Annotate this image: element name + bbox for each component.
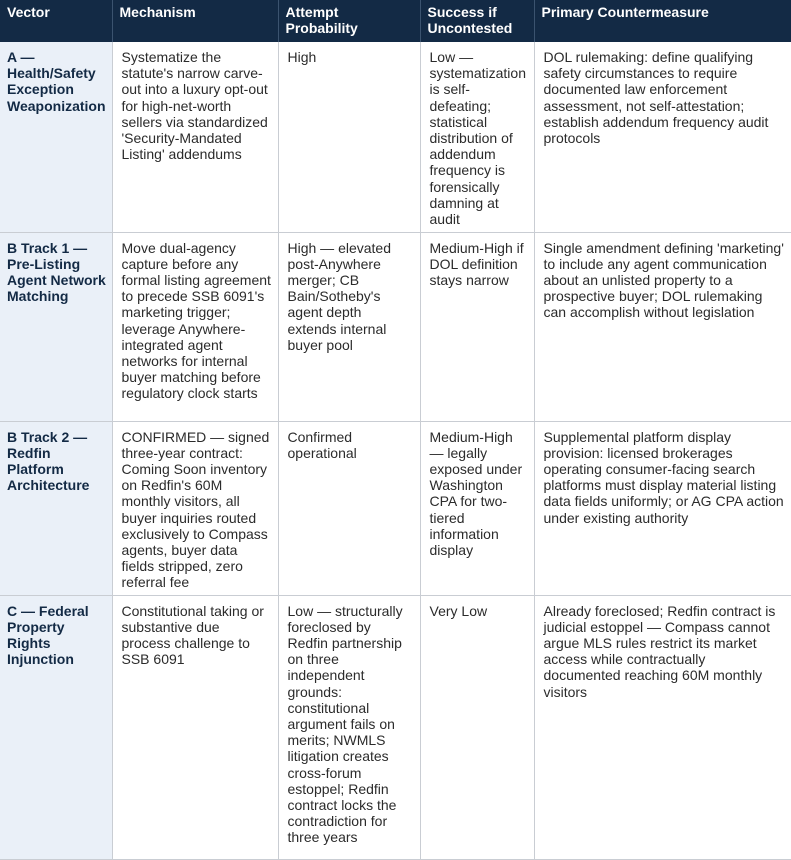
mechanism-cell: Move dual-agency capture before any formal listing agreement to precede SSB 6091's marketing trigger; leverage Anywhere-integrated agent networks for internal buyer matching before regulatory clock starts (112, 232, 278, 421)
header-attempt-probability: Attempt Probability (278, 0, 420, 42)
vector-cell: B Track 1 — Pre-Listing Agent Network Matching (0, 232, 112, 421)
primary-countermeasure-cell: Supplemental platform display provision: licensed brokerages operating consumer-facing search platforms must display material listing data fields uniformly; or AG CPA action under existing authority (534, 421, 791, 595)
primary-countermeasure-cell: DOL rulemaking: define qualifying safety circumstances to require documented law enforcement assessment, not self-attestation; establish addendum frequency audit protocols (534, 42, 791, 232)
table-row (0, 42, 791, 232)
success-if-uncontested-cell: Medium-High if DOL definition stays narrow (420, 232, 534, 421)
attempt-probability-cell: High — elevated post-Anywhere merger; CB Bain/Sotheby's agent depth extends internal buyer pool (278, 232, 420, 421)
attempt-probability-cell: Confirmed operational (278, 421, 420, 595)
header-mechanism: Mechanism (112, 0, 278, 42)
header-success-if-uncontested: Success if Uncontested (420, 0, 534, 42)
mechanism-cell: CONFIRMED — signed three-year contract: Coming Soon inventory on Redfin's 60M monthly visitors, all buyer inquiries routed exclusively to Compass agents, buyer data fields stripped, zero referral fee (112, 421, 278, 595)
success-if-uncontested-cell: Low — systematization is self-defeating; statistical distribution of addendum frequency is forensically damning at audit (420, 42, 534, 232)
table-row (0, 595, 791, 859)
primary-countermeasure-cell: Already foreclosed; Redfin contract is judicial estoppel — Compass cannot argue MLS rules restrict its market access while contractually documented reaching 60M monthly visitors (534, 595, 791, 859)
header-vector: Vector (0, 0, 112, 42)
table-row (0, 232, 791, 421)
attempt-probability-cell: High (278, 42, 420, 232)
success-if-uncontested-cell: Very Low (420, 595, 534, 859)
table-row (0, 421, 791, 595)
mechanism-cell: Systematize the statute's narrow carve-out into a luxury opt-out for high-net-worth sellers via standardized 'Security-Mandated Listing' addendums (112, 42, 278, 232)
vector-cell: A — Health/Safety Exception Weaponization (0, 42, 112, 232)
header-primary-countermeasure: Primary Countermeasure (534, 0, 791, 42)
attempt-probability-cell: Low — structurally foreclosed by Redfin partnership on three independent grounds: constitutional argument fails on merits; NWMLS litigation creates cross-forum estoppel; Redfin contract locks the contradiction for three years (278, 595, 420, 859)
vector-cell: B Track 2 — Redfin Platform Architecture (0, 421, 112, 595)
vector-cell: C — Federal Property Rights Injunction (0, 595, 112, 859)
primary-countermeasure-cell: Single amendment defining 'marketing' to include any agent communication about an unlisted property to a prospective buyer; DOL rulemaking can accomplish without legislation (534, 232, 791, 421)
success-if-uncontested-cell: Medium-High — legally exposed under Washington CPA for two-tiered information display (420, 421, 534, 595)
table-header-row (0, 0, 791, 42)
mechanism-cell: Constitutional taking or substantive due process challenge to SSB 6091 (112, 595, 278, 859)
